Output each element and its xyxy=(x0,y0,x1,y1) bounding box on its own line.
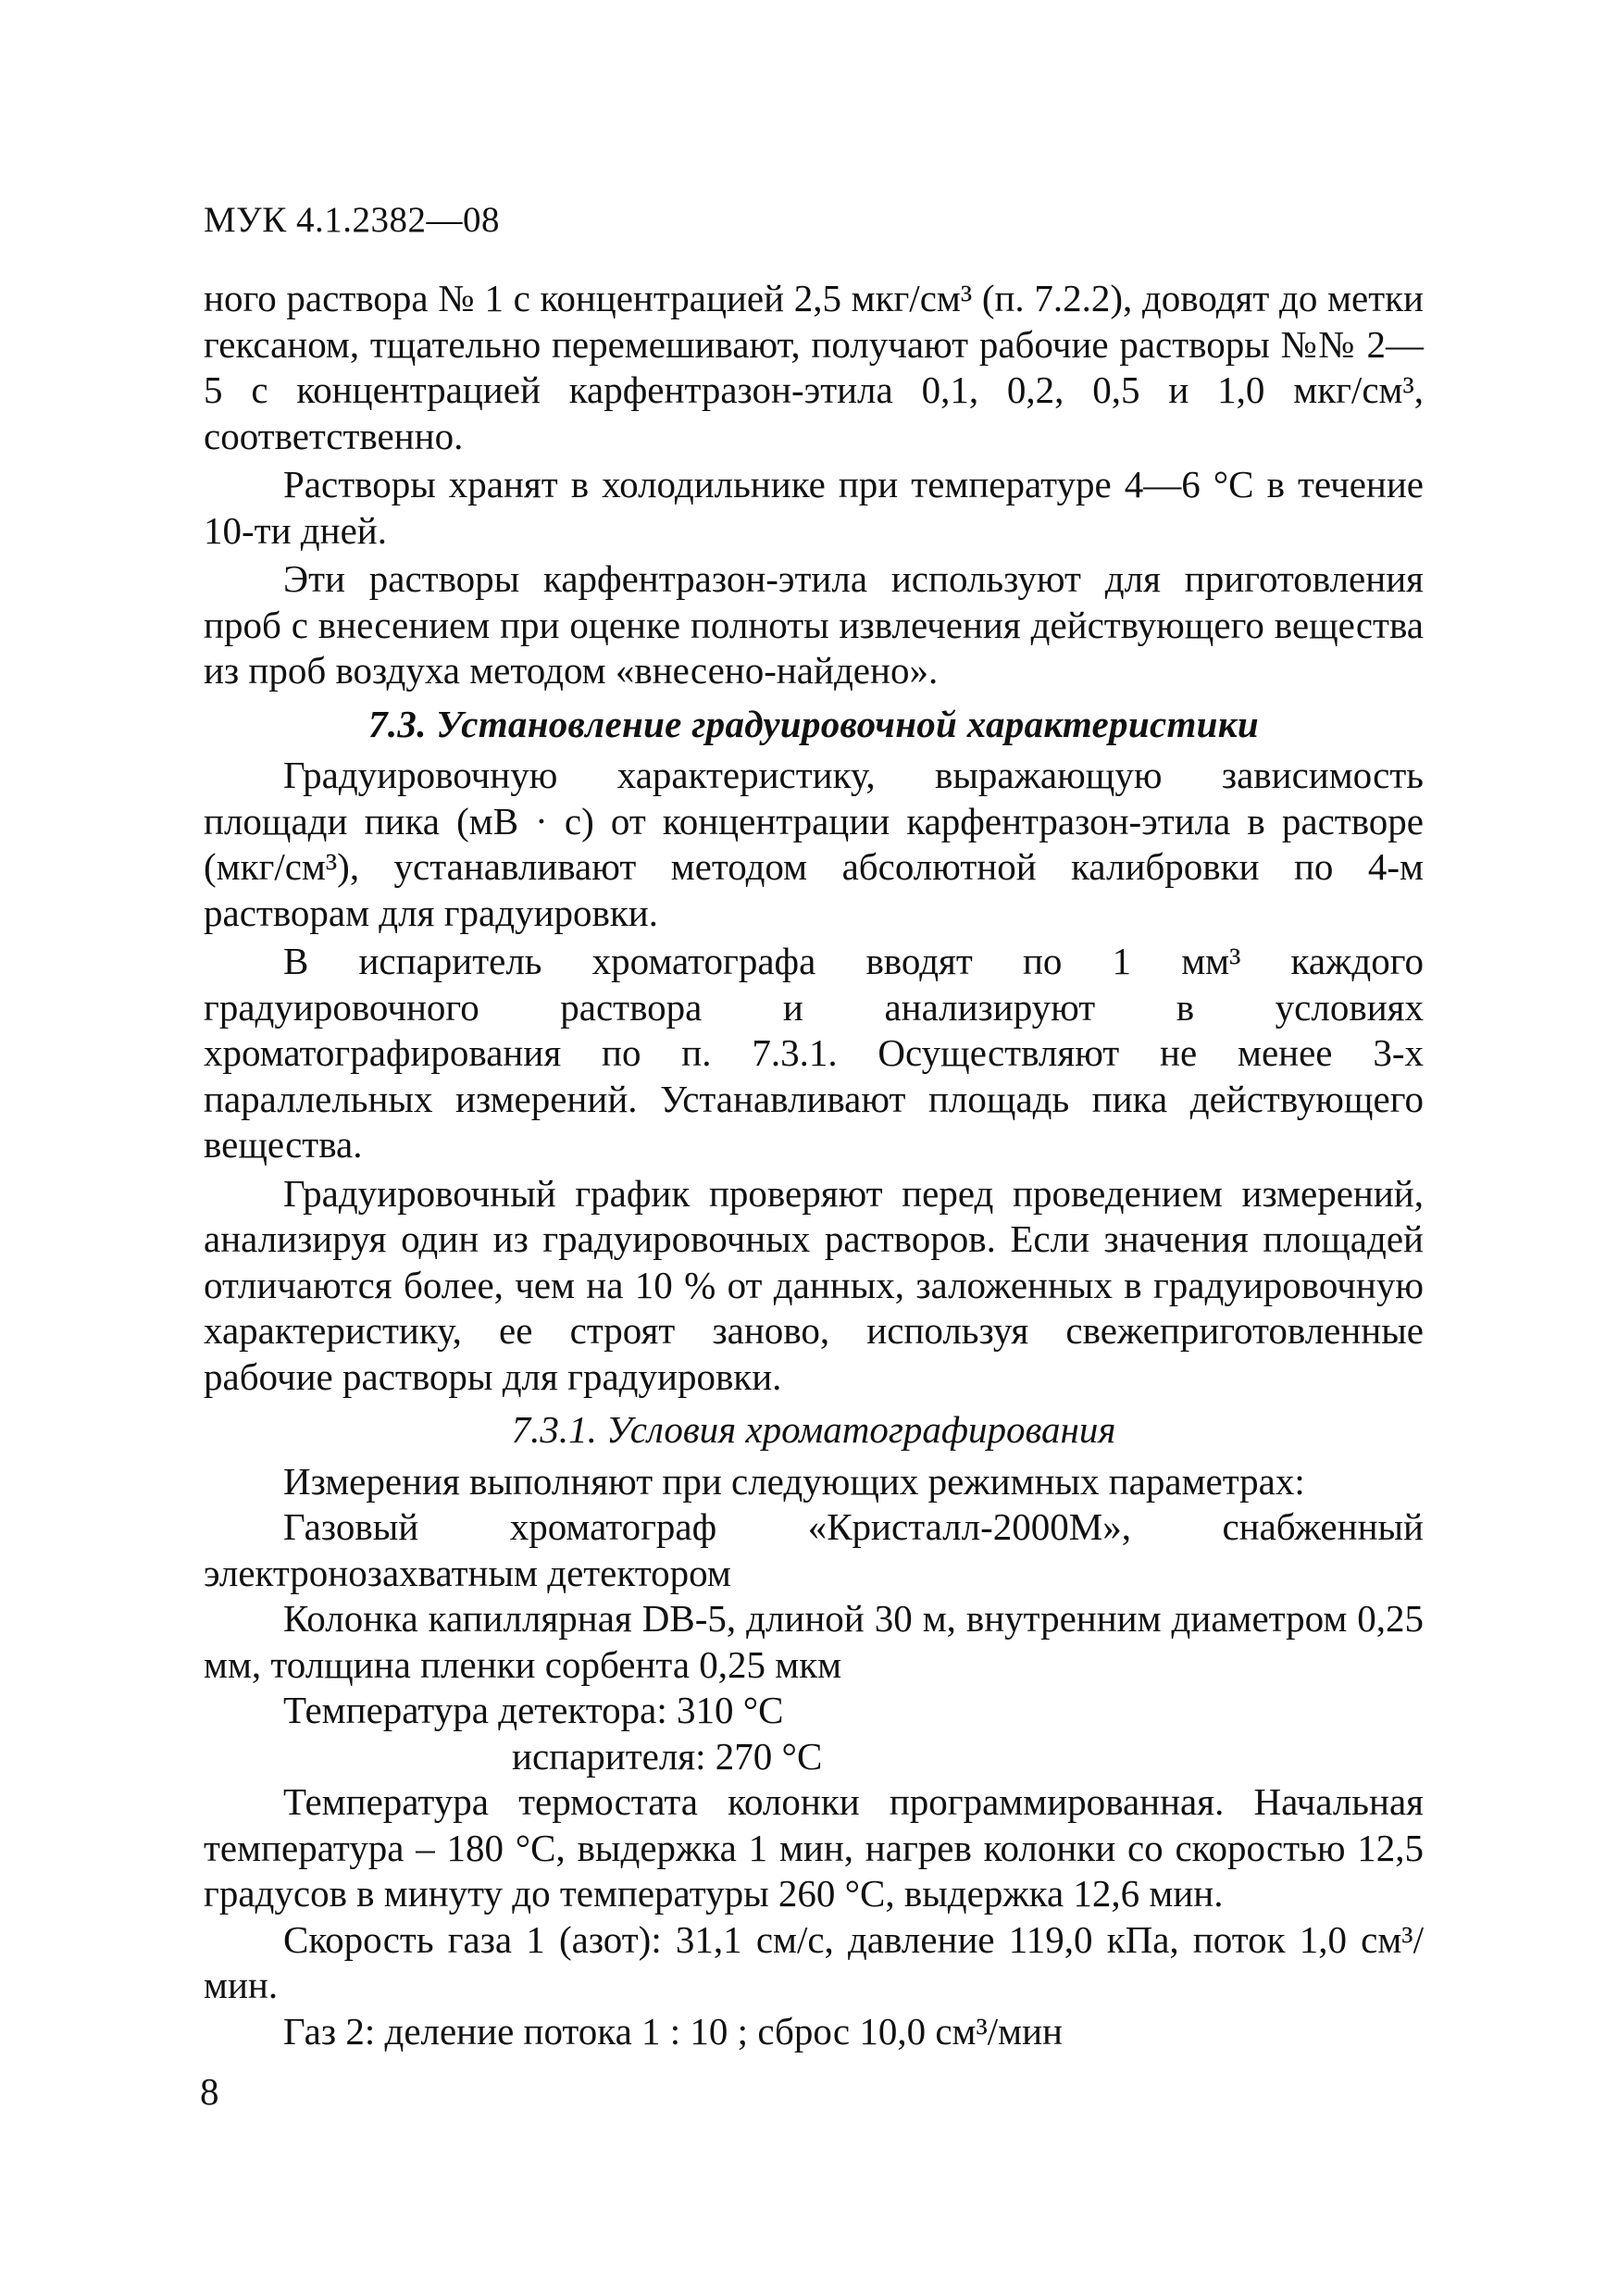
paragraph-detector-temperature: Температура детектора: 310 °С xyxy=(283,1689,784,1731)
paragraph-calibration-check: Градуировочный график проверяют перед проведением измерений, анализируя один из градуировочных растворов. Если значения площадей отличаются более, чем на 10 % от данных, заложенных в градуировочную характеристику, ее строят заново, используя свежеприготовленные рабочие растворы для градуировки. xyxy=(204,1171,1424,1398)
paragraph-gas-split: Газ 2: деление потока 1 : 10 ; сброс 10,0 см³/мин xyxy=(283,2009,1064,2053)
document-code-header: МУК 4.1.2382—08 xyxy=(204,200,501,240)
page-content xyxy=(204,276,1424,2054)
page-number: 8 xyxy=(200,2070,219,2113)
subsection-heading-chromatography: 7.3.1. Условия хроматографирования xyxy=(511,1408,1116,1451)
paragraph-mode-parameters: Измерения выполняют при следующих режимных параметрах: xyxy=(283,1459,1305,1503)
paragraph-thermostat-program: Температура термостата колонки программированная. Начальная температура – 180 °С, выдержка 1 мин, нагрев колонки со скоростью 12,5 градусов в минуту до температуры 260 °С, выдержка 12,6 мин. xyxy=(204,1780,1424,1915)
paragraph-storage: Растворы хранят в холодильнике при температуре 4—6 °С в течение 10-ти дней. xyxy=(204,463,1424,552)
paragraph-gas-speed: Скорость газа 1 (азот): 31,1 см/с, давление 119,0 кПа, поток 1,0 см³/мин. xyxy=(204,1917,1424,2006)
section-heading-calibration: 7.3. Установление градуировочной характеристики xyxy=(368,702,1259,745)
paragraph-evaporator-temperature: испарителя: 270 °С xyxy=(512,1734,823,1778)
paragraph-calibration-characteristic: Градуировочную характеристику, выражающую зависимость площади пика (мВ · с) от концентрации карфентразон-этила в растворе (мкг/см³), устанавливают методом абсолютной калибровки по 4-м растворам для градуировки. xyxy=(204,754,1424,934)
paragraph-column: Колонка капиллярная DB-5, длиной 30 м, внутренним диаметром 0,25 мм, толщина пленки сорбента 0,25 мкм xyxy=(204,1597,1424,1686)
paragraph-working-solutions: ного раствора № 1 с концентрацией 2,5 мкг/см³ (п. 7.2.2), доводят до метки гексаном, тщательно перемешивают, получают рабочие растворы №№ 2—5 с концентрацией карфентразон-этила 0,1, 0,2, 0,5 и 1,0 мкг/см³, соответственно. xyxy=(204,277,1424,457)
paragraph-solution-usage: Эти растворы карфентразон-этила используют для приготовления проб с внесением при оценке полноты извлечения действующего вещества из проб воздуха методом «внесено-найдено». xyxy=(204,557,1424,692)
paragraph-chromatograph: Газовый хроматограф «Кристалл-2000М», снабженный электронозахватным детектором xyxy=(204,1505,1424,1594)
paragraph-injection: В испаритель хроматографа вводят по 1 мм³ каждого градуировочного раствора и анализируют в условиях хроматографирования по п. 7.3.1. Осуществляют не менее 3-х параллельных измерений. Устанавливают площадь пика действующего вещества. xyxy=(204,940,1424,1166)
